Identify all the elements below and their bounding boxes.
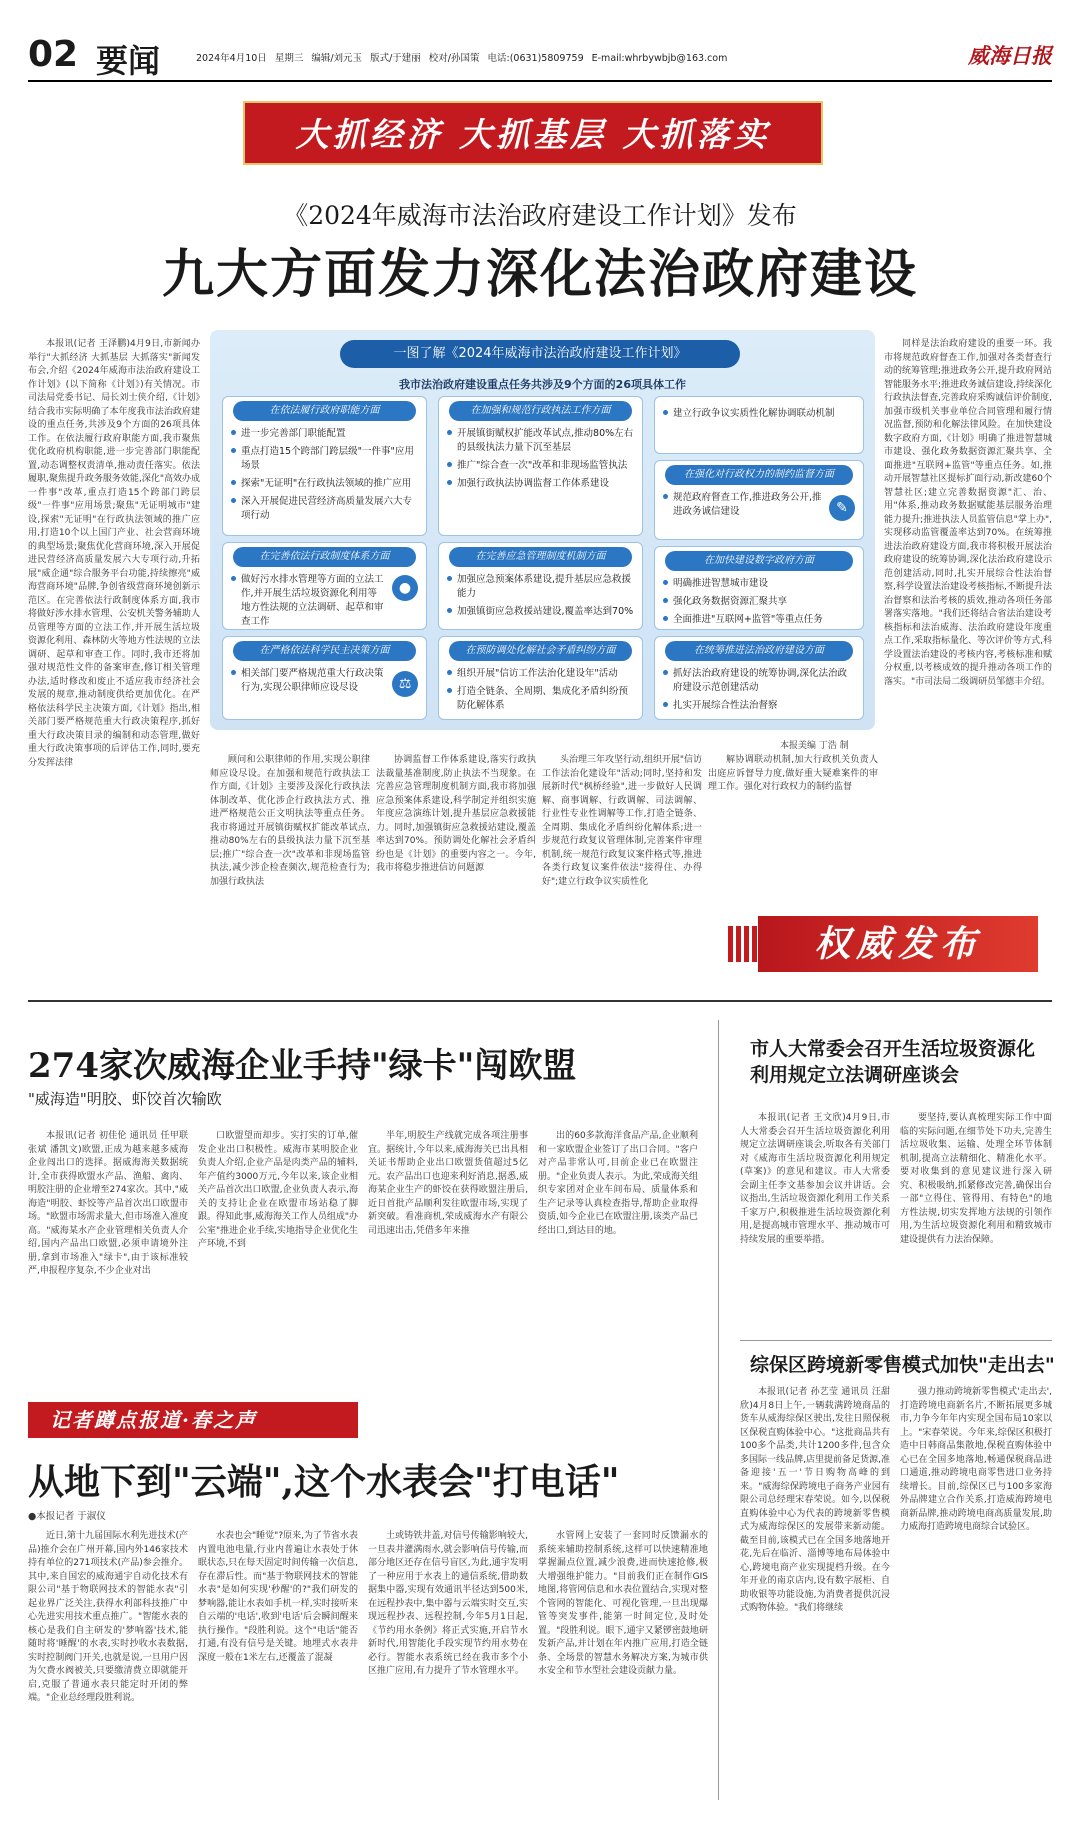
infographic [210,330,875,730]
page-header [28,30,1052,82]
handshake-icon: ✎ [829,495,855,521]
story2-headline: 274家次威海企业手持"绿卡"闯欧盟 [28,1046,577,1086]
info-box-coordination: 在统筹推进法治政府建设方面 抓好法治政府建设的统筹协调,深化法治政府建设示范创建活动 扎实开展综合性法治督察 [654,636,864,720]
newspaper-logo: 威海日报 [968,43,1052,68]
gavel-icon: ⚖ [392,671,418,697]
campaign-banner: 大抓经济 大抓基层 大抓落实 [243,101,823,165]
infographic-title: 一图了解《2024年威海市法治政府建设工作计划》 [340,340,740,368]
info-box-disputes: 在预防调处化解社会矛盾纠纷方面 组织开展"信访工作法治化建设年"活动 打造全链条、全周期、集成化矛盾纠纷预防化解体系 [438,636,643,720]
lead-column-4: 头治理三年攻坚行动,组织开展"信访工作法治化建设年"活动;同时,坚持和发展新时代"枫桥经验",进一步做好人民调解、商事调解、行政调解、司法调解、行业性专业性调解等工作,打造全链条、全周期、集成化矛盾纠纷化解体系;进一步规范行政复议管理体制,完善案件审理机制,统一规范行政复议案件格式等,推进各类行政复议案件依法"接得住、办得好";建立行政争议实质性化 [542,755,702,887]
story2-column-2: 口欧盟望而却步。实打实的订单,催发企业出口积极性。威海市某明胶企业负责人介绍,企业产品是肉类产品的辅料,年产值约3000万元,今年以来,该企业相关产品首次出口欧盟,企业负责人表示,海关的支持让企业在欧盟市场站稳了脚跟。得知此事,威海海关工作人员组成"办公室"推进企业手续,实地指导企业优化生产环境,不到 [198,1131,358,1249]
info-box-enforcement: 在加强和规范行政执法工作方面 开展镇街赋权扩能改革试点,推动80%左右的县级执法力量下沉至基层 推广"综合查一次"改革和非现场监管执法 加强行政执法协调监督工作体系建设 [438,396,643,536]
bonded-column-2: 强力推动跨境新零售模式'走出去',打造跨境电商新名片,不断拓展更多城市,力争今年年内实现全国布局10家以上。"宋春荣说。今年来,综保区积极打造中日韩商品集散地,保税直购体验中心已在全国多地落地,畅通保税商品进口通道,推动跨境电商零售进口业务持续增长。目前,综保区已与100多家海外品牌建立合作关系,打造威海跨境电商新品牌,推动跨境电商高质量发展,助力威海打造跨境电商综合试验区。 [900,1387,1052,1532]
info-box-duties: 在依法履行政府职能方面 进一步完善部门职能配置 重点打造15个跨部门跨层级"一件事"应用场景 探索"无证明"在行政执法领域的推广应用 深入开展促进民营经济高质量发展六大专项行动 [222,396,427,536]
npc-column-2: 要坚持,要认真梳理实际工作中面临的实际问题,在细节处下功夫,完善生活垃圾收集、运输、处理全环节体制机制,提高立法精细化、精准化水平。要对收集到的意见建议进行深入研究、积极吸纳,抓紧修改完善,确保出台一部"立得住、管得用、有特色"的地方性法规,切实发挥地方法规的引领作用,为生活垃圾资源化利用和精致城市建设提供有力法治保障。 [900,1113,1052,1245]
lead-column-2: 顾问和公职律师的作用,实现公职律师应设尽设。在加强和规范行政执法工作方面,《计划》主要涉及深化行政执法体制改革、优化涉企行政执法方式、推进严格规范公正文明执法等重点任务。我市将通过开展镇街赋权扩能改革试点,推动80%左右的县级执法力量下沉至基层;推广"综合查一次"改革和非现场监管执法,减少涉企检查频次,规范检查行为;加强行政执法 [210,755,370,887]
authority-release-banner: 权威发布 [728,912,1038,978]
npc-divider [740,1340,1052,1341]
water-column-1: 近日,第十九届国际水利先进技术(产品)推介会在广州开幕,国内外146家技术持有单位的271项技术(产品)参会推介。其中,来自国宏的威海通宇自动化技术有限公司"基于物联网技术的智能水表"引起业界广泛关注,获得水利部科技推广中心先进实用技术重点推广。"智能水表的核心是我们自主研发的'梦响器'技术,能随时将'睡醒'的水表,实时抄收水表数据,实时控制阀门开关,也就是说,一旦用户因为欠费水阀被关,只要缴清费立即就能开启,克服了普通水表只能定时开闭的弊端。"企业总经理段胜利说。 [28,1531,188,1703]
column-divider [718,1020,719,1800]
info-box-digital: 在加快建设数字政府方面 明确推进智慧城市建设 强化政务数据资源汇聚共享 全面推进"互联网+监管"等重点任务 [654,546,864,630]
info-box-emergency: 在完善应急管理制度机制方面 加强应急预案体系建设,提升基层应急救援能力 加强镇街应急救援站建设,覆盖率达到70% [438,542,643,630]
lead-column-6: 同样是法治政府建设的重要一环。我市将规范政府督查工作,加强对各类督查行动的统筹管理;推进政务公开,提升政府网站智能服务水平;推进政务诚信建设,持续深化行政执法督查,完善政府采购诚信评价制度,加强市级机关事业单位合同管理和履行情况监督,预防和化解法律风险。在加快建设数字政府方面,《计划》明确了推进智慧城市建设、强化政务数据资源汇聚共享、全面推进"互联网+监管"等重点任务。如,推动开展智慧社区提标扩面行动,新改建60个智慧社区;建立完善数据资源"汇、治、用"体系,推动政务数据赋能基层服务治理能力提升;推进执法人员监管信息"掌上办",实现移动监管覆盖率达到70%。在统筹推进法治政府建设方面,我市将积极开展法治政府建设的统筹协调,深化法治政府建设示范创建活动,同时,扎实开展综合性法治督察,科学设置法治建设考核指标,不断提升法治督察和法治考核的质效,推动各项任务部署落实落地。"我们还将结合省法治建设考核指标和法治威海、法治政府建设年度重点工作,采取指标量化、等次评价等方式,科学设置法治建设的考核内容,考核标准和赋分权重,以考核成效的提升推动各项工作的落实。"市司法局二级调研员邹德丰介绍。 [884,339,1052,687]
water-column-4: 水管网上安装了一套同时反馈漏水的系统来辅助控制系统,这样可以快速精准地掌握漏点位置,减少浪费,进而快速抢修,极大增强维护能力。"目前我们正在制作GIS地图,将管网信息和水表位置结合,实现对整个管网的智能化、可视化管理,一旦出现爆管等突发事件,能第一时间定位,及时处置。"段胜利说。眼下,通宇又紧锣密鼓地研发新产品,并计划在年内推广应用,打造全链条、全场景的智慧水务解决方案,为城市供水安全和节水型社会建设贡献力量。 [538,1531,708,1676]
stripe-decoration [728,926,758,962]
story2-column-4: 出的60多款海洋食品产品,企业顺利和一家欧盟企业签订了出口合同。"客户对产品非常认可,目前企业已在欧盟注册。"企业负责人表示。为此,荣成海关组织专家团对企业车间布局、质量体系和生产记录等认真检查指导,帮助企业取得资质,如今企业已在欧盟注册,该类产品已经出口,到达目的地。 [538,1131,698,1236]
info-box-mediation: 建立行政争议实质性化解协调联动机制 [654,396,864,454]
page-number: 02 [28,34,79,75]
section-divider [28,1000,1052,1002]
infographic-subtitle: 我市法治政府建设重点任务共涉及9个方面的26项具体工作 [399,378,686,391]
lead-subtitle: 《2024年威海市法治政府建设工作计划》发布 [283,201,797,230]
info-box-decisions: 在严格依法科学民主决策方面 相关部门要严格规范重大行政决策行为,实现公职律师应设尽设 ⚖ [222,636,427,720]
npc-headline: 市人大常委会召开生活垃圾资源化利用规定立法调研座谈会 [750,1038,1036,1086]
bonded-headline: 综保区跨境新零售模式加快"走出去" [750,1354,1055,1376]
water-column-2: 水表也会"睡觉"?原来,为了节省水表内置电池电量,行业内普遍让水表处于休眠状态,只在每天固定时间传输一次信息,存在滞后性。而"基于物联网技术的智能水表"是如何实现'秒醒'的?"我们研发的梦响器,能让水表如手机一样,实时接听来自云端的'电话',收到'电话'后会瞬间醒来执行操作。"段胜利说。这个"电话"能否打通,有没有信号是关键。地埋式水表井深度一般在1米左右,还覆盖了混凝 [198,1531,358,1663]
lead-column-5: 解协调联动机制,加大行政机关负责人出庭应诉督导力度,做好重大疑难案件的审理工作。强化对行政权力的制约监督 [708,755,878,792]
info-box-legislation: 在完善依法行政制度体系方面 做好污水排水管理等方面的立法工作,并开展生活垃圾资源化利用等地方性法规的立法调研、起草和审查工作 ● [222,542,427,630]
info-box-supervision: 在强化对行政权力的制约监督方面 规范政府督查工作,推进政务公开,推进政务诚信建设 ✎ [654,460,864,540]
water-byline: ●本报记者 于淑仪 [28,1511,106,1522]
story2-subheadline: "威海造"明胶、虾饺首次输欧 [28,1090,222,1108]
story2-column-3: 半年,明胶生产线就完成各项注册事宜。据统计,今年以来,威海海关已出具相关证书帮助企业出口欧盟货值超过5亿元。农产品出口也迎来利好消息,据悉,威海某企业生产的虾饺在获得欧盟注册后,近日首批产品顺利发往欧盟市场,实现了新突破。看准商机,荣成威海水产有限公司迅速出击,凭借多年来推 [368,1131,528,1236]
npc-column-1: 本报讯(记者 王文欣)4月9日,市人大常委会召开生活垃圾资源化利用规定立法调研座谈会,听取各有关部门对《威海市生活垃圾资源化利用规定(草案)》的意见和建议。市人大常委会副主任李文基参加会议并讲话。会议指出,生活垃圾资源化利用工作关系千家万户,积极推进生活垃圾资源化利用,是提高城市管理水平、推动城市可持续发展的重要举措。 [740,1113,890,1245]
water-column-3: 土或铸铁井盖,对信号传输影响较大,一旦表井灌满雨水,就会影响信号传输,而部分地区还存在信号盲区,为此,通宇发明了一种应用于水表上的通信系统,借助数据集中器,实现有效通讯半径达到500米,在远程抄表中,集中器与云端实时交互,实现远程抄表、远程控制,今年5月1日起,《节约用水条例》将正式实施,开启节水新时代,用智能化手段实现节约用水势在必行。智能水表系统已经在我市多个小区推广应用,有力提升了节水管理水平。 [368,1531,528,1676]
infographic-credit: 本报美编 丁浩 制 [780,741,849,751]
lead-column-3: 协调监督工作体系建设,落实行政执法裁量基准制度,防止执法不当现象。在完善应急管理制度机制方面,我市将加强应急预案体系建设,科学制定并组织实施年度应急演练计划,提升基层应急救援能力。同时,加强镇街应急救援站建设,覆盖率达到70%。预防调处化解社会矛盾纠纷也是《计划》的重要内容之一。今年,我市将稳步推进信访问题源 [376,755,536,873]
story2-column-1: 本报讯(记者 初佳伦 通讯员 任甲联 张斌 潘凯文)欧盟,正成为越来越多威海企业闯出口的选择。据威海海关数据统计,全市获得欧盟水产品、渔船、禽肉、明胶注册的企业增至274家次。其中,"威海造"明胶、虾饺等产品首次出口欧盟市场。"欧盟市场需求量大,但市场准入准度高。"威海某水产企业管理相关负责人介绍,国内产品出口欧盟,必须申请境外注册,拿到市场准入"绿卡",由于该标准较严,申报程序复杂,不少企业对出 [28,1131,188,1276]
lead-column-1: 本报讯(记者 王泽鹏)4月9日,市新闻办举行"大抓经济 大抓基层 大抓落实"新闻发布会,介绍《2024年威海市法治政府建设工作计划》(以下简称《计划》)有关情况。市司法局党委书记、局长刘士侠介绍,《计划》结合我市实际明确了本年度我市法治政府建设的重点任务,共涉及9个方面的26项具体工作。在依法履行政府职能方面,我市聚焦优化政府机构职能,进一步完善部门职能配置,动态调整权责清单,推动责任落实。依法履职,聚焦提升政务服务效能,深化"高效办成一件事"改革,重点打造15个跨部门跨层级"一件事"应用场景;聚焦"无证明城市"建设,探索"无证明"在行政执法领域的推广应用,打造10个以上国门产业、社会营商环境的典型场景;聚焦优化营商环境,深入开展促进民营经济高质量发展六大专项行动,升拓展"威企通"综合服务平台功能,持续擦亮"威海营商环境"品牌,争创省级营商环境创新示范区。在完善依法行政制度体系方面,我市将做好涉水排水管理、公安机关警务辅助人员管理等方面的立法工作,并开展生活垃圾资源化利用、森林防火等地方性法规的立法调研、起草和审查工作。同时,我市还将加强对规范性文件的备案审查,修订相关管理办法,适时修改和废止不适应我市经济社会发展的规章,推动制度供给更加优化。在严格依法科学民主决策方面,《计划》指出,相关部门要严格规范重大行政决策程序,抓好重大行政决策目录的编制和动态管理,做好重大行政决策事项的后评估工作,同时,要充分发挥法律 [28,339,200,768]
masthead-meta: 2024年4月10日 星期三 编辑/刘元玉 版式/于建丽 校对/孙国策 电话:(0631)5809759 E-mail:whrbywbjb@163.com [196,53,728,64]
lead-headline: 九大方面发力深化法治政府建设 [161,244,918,305]
section-name: 要闻 [96,42,161,80]
column-banner: 记者蹲点报道·春之声 [28,1402,358,1438]
water-headline: 从地下到"云端",这个水表会"打电话" [28,1461,620,1503]
bonded-column-1: 本报讯(记者 孙艺莹 通讯员 汪甜欣)4月8日上午,一辆载满跨境商品的货车从威海综保区驶出,发往日照保税区保税直购体验中心。"这批商品共有100多个品类,共计1200多件,包含众多国际一线品牌,店里提前备足货源,准备迎接'五一'节日购物高峰的到来。"威海综保跨境电子商务产业园有限公司总经理宋春荣说。如今,以保税直购体验中心为代表的跨境新零售模式为威海综保区的发展带来新动能。截至目前,该模式已在全国多地落地开花,先后在临沂、淄博等地布局体验中心,跨境电商产业实现提档升级。在今年开业的南京店内,设有数字展柜、自助收银等功能设施,为消费者提供沉浸式购物体验。"我们将继续 [740,1387,890,1613]
water-drop-icon: ● [392,575,418,601]
